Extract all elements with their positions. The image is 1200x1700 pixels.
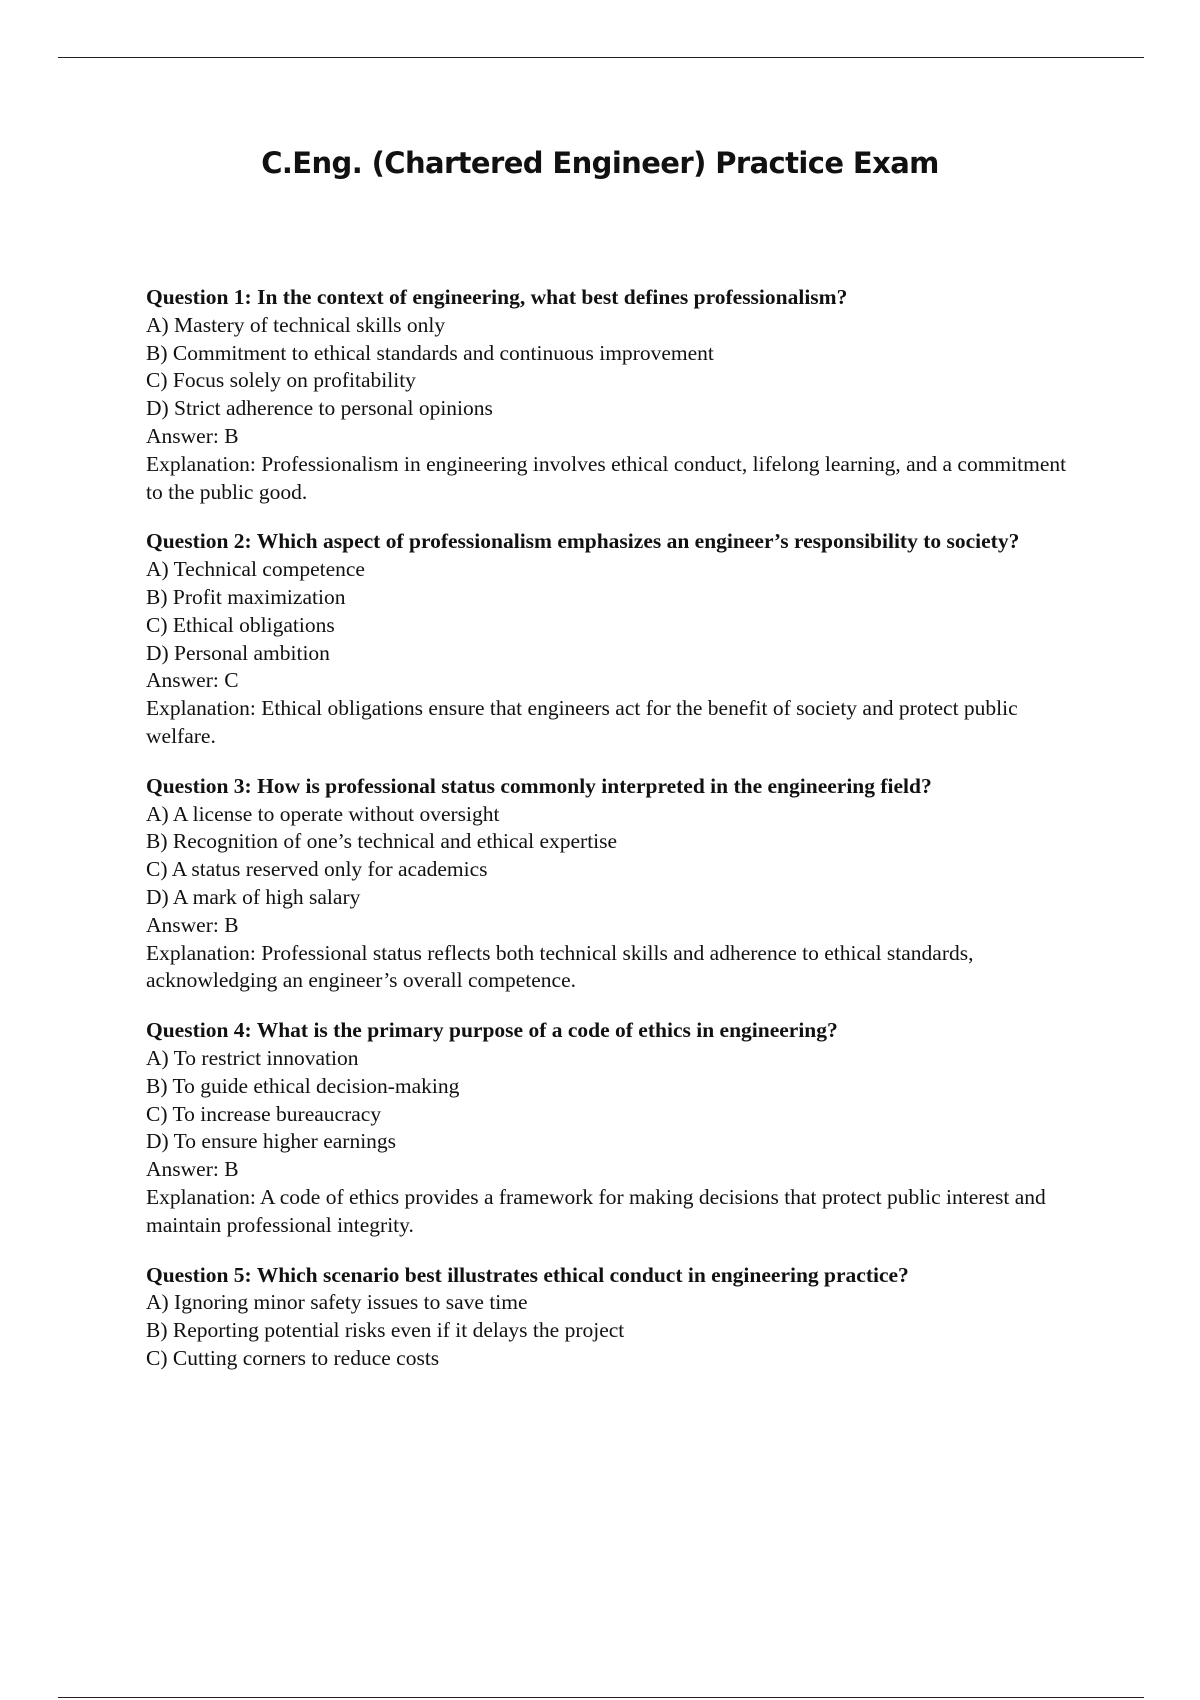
option-c: C) Cutting corners to reduce costs [146, 1345, 440, 1370]
option-d: D) Strict adherence to personal opinions [146, 396, 493, 421]
header-rule [58, 57, 1144, 58]
footer-rule [58, 1697, 1144, 1698]
question-1 [146, 284, 1086, 506]
option-b: B) Reporting potential risks even if it delays the project [146, 1318, 625, 1343]
question-title: Question 3: How is professional status commonly interpreted in the engineering field? [146, 773, 932, 798]
question-title: Question 2: Which aspect of professionalism emphasizes an engineer’s responsibility to society? [146, 529, 1020, 554]
option-b: B) Commitment to ethical standards and continuous improvement [146, 340, 714, 365]
question-5 [146, 1262, 1086, 1373]
question-2 [146, 528, 1086, 750]
option-d: D) To ensure higher earnings [146, 1129, 397, 1154]
answer: Answer: B [146, 423, 239, 448]
answer: Answer: B [146, 912, 239, 937]
answer: Answer: B [146, 1157, 239, 1182]
option-a: A) Mastery of technical skills only [146, 312, 446, 337]
option-a: A) Ignoring minor safety issues to save time [146, 1290, 528, 1315]
option-d: D) A mark of high salary [146, 884, 361, 909]
explanation: Explanation: A code of ethics provides a framework for making decisions that protect public interest and maintain professional integrity. [146, 1184, 1046, 1237]
explanation: Explanation: Professionalism in engineering involves ethical conduct, lifelong learning, and a commitment to the public good. [146, 451, 1067, 504]
question-3 [146, 773, 1086, 995]
explanation: Explanation: Ethical obligations ensure that engineers act for the benefit of society and protect public welfare. [146, 696, 1018, 748]
question-title: Question 1: In the context of engineering, what best defines professionalism? [146, 285, 848, 309]
question-title: Question 4: What is the primary purpose of a code of ethics in engineering? [146, 1018, 838, 1043]
option-a: A) Technical competence [146, 557, 365, 582]
question-4 [146, 1017, 1086, 1239]
option-b: B) To guide ethical decision-making [146, 1073, 460, 1098]
option-b: B) Recognition of one’s technical and ethical expertise [146, 829, 618, 854]
explanation: Explanation: Professional status reflects both technical skills and adherence to ethical standards, acknowledging an engineer’s overall competence. [146, 940, 974, 993]
option-a: A) A license to operate without oversight [146, 801, 500, 826]
option-b: B) Profit maximization [146, 584, 346, 609]
answer: Answer: C [146, 668, 239, 693]
document-title: C.Eng. (Chartered Engineer) Practice Exam [261, 146, 939, 180]
option-c: C) Ethical obligations [146, 612, 335, 637]
option-a: A) To restrict innovation [146, 1045, 359, 1070]
questions-list [146, 284, 1086, 1395]
option-c: C) Focus solely on profitability [146, 368, 416, 393]
option-d: D) Personal ambition [146, 640, 330, 665]
option-c: C) To increase bureaucracy [146, 1101, 382, 1126]
option-c: C) A status reserved only for academics [146, 857, 488, 882]
question-title: Question 5: Which scenario best illustrates ethical conduct in engineering practice? [146, 1262, 909, 1287]
